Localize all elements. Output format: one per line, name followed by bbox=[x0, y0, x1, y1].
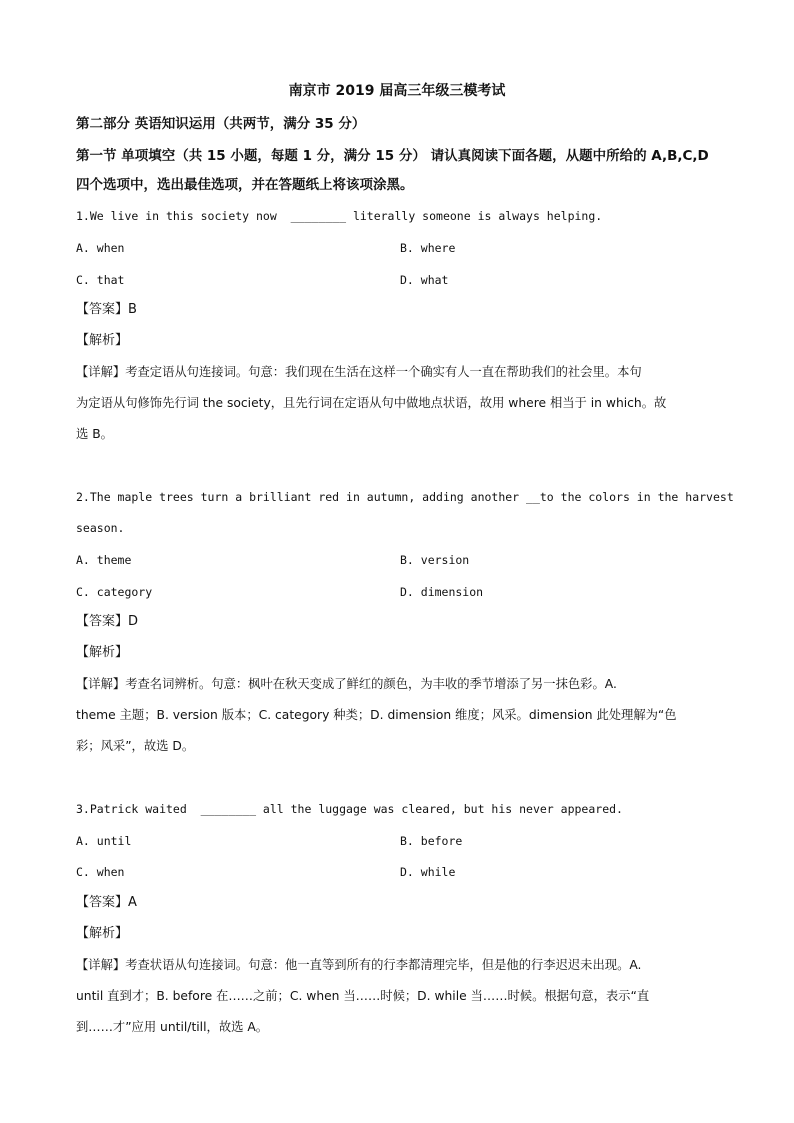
question-3-option-d: D. while bbox=[400, 865, 456, 879]
question-3-detail-line3: 到……才”应用 until/till，故选 A。 bbox=[76, 1020, 269, 1034]
question-2-detail-line3: 彩；风采”，故选 D。 bbox=[76, 739, 195, 753]
question-3-option-c: C. when bbox=[76, 865, 125, 879]
question-1-detail-line1: 【详解】考查定语从句连接词。句意：我们现在生活在这样一个确实有人一直在帮助我们的社会里。本句 bbox=[76, 365, 642, 379]
question-2-option-b: B. version bbox=[400, 553, 470, 567]
question-1-stem: 1.We live in this society now ________ literally someone is always helping. bbox=[76, 209, 603, 223]
question-2-answer: 【答案】D bbox=[76, 614, 139, 629]
question-3-option-b: B. before bbox=[400, 834, 463, 848]
question-2-stem-line1: 2.The maple trees turn a brilliant red in autumn, adding another __to the colors in the harvest bbox=[76, 490, 734, 504]
question-2-option-c: C. category bbox=[76, 585, 153, 599]
question-1-detail-line3: 选 B。 bbox=[76, 427, 113, 441]
part-heading: 第二部分 英语知识运用（共两节，满分 35 分） bbox=[76, 116, 366, 132]
question-1-option-d: D. what bbox=[400, 273, 449, 287]
question-1-option-a: A. when bbox=[76, 241, 125, 255]
question-3-stem: 3.Patrick waited ________ all the luggage was cleared, but his never appeared. bbox=[76, 802, 623, 816]
section-heading-line2: 四个选项中，选出最佳选项，并在答题纸上将该项涂黑。 bbox=[76, 177, 414, 193]
question-3-analysis-label: 【解析】 bbox=[76, 926, 129, 941]
question-1-detail-line2: 为定语从句修饰先行词 the society，且先行词在定语从句中做地点状语，故用 where 相当于 in which。故 bbox=[76, 396, 667, 410]
question-3-detail-line1: 【详解】考查状语从句连接词。句意：他一直等到所有的行李都清理完毕，但是他的行李迟迟未出现。A. bbox=[76, 958, 642, 972]
question-2-option-d: D. dimension bbox=[400, 585, 484, 599]
question-1-analysis-label: 【解析】 bbox=[76, 333, 129, 348]
question-2-detail-line2: theme 主题；B. version 版本；C. category 种类；D. dimension 维度；风采。dimension 此处理解为“色 bbox=[76, 708, 677, 722]
question-3-detail-line2: until 直到才；B. before 在……之前；C. when 当……时候；D. while 当……时候。根据句意，表示“直 bbox=[76, 989, 650, 1003]
question-1-option-c: C. that bbox=[76, 273, 125, 287]
question-2-detail-line1: 【详解】考查名词辨析。句意：枫叶在秋天变成了鲜红的颜色，为丰收的季节增添了另一抹色彩。A. bbox=[76, 677, 617, 691]
question-2-analysis-label: 【解析】 bbox=[76, 645, 129, 660]
question-1-option-b: B. where bbox=[400, 241, 456, 255]
section-heading-line1: 第一节 单项填空（共 15 小题，每题 1 分，满分 15 分） 请认真阅读下面各题，从题中所给的 A,B,C,D bbox=[76, 148, 709, 164]
exam-title: 南京市 2019 届高三年级三模考试 bbox=[288, 83, 506, 99]
question-2-stem-line2: season. bbox=[76, 521, 125, 535]
question-1-answer: 【答案】B bbox=[76, 302, 137, 317]
question-3-answer: 【答案】A bbox=[76, 895, 137, 910]
question-3-option-a: A. until bbox=[76, 834, 132, 848]
question-2-option-a: A. theme bbox=[76, 553, 132, 567]
